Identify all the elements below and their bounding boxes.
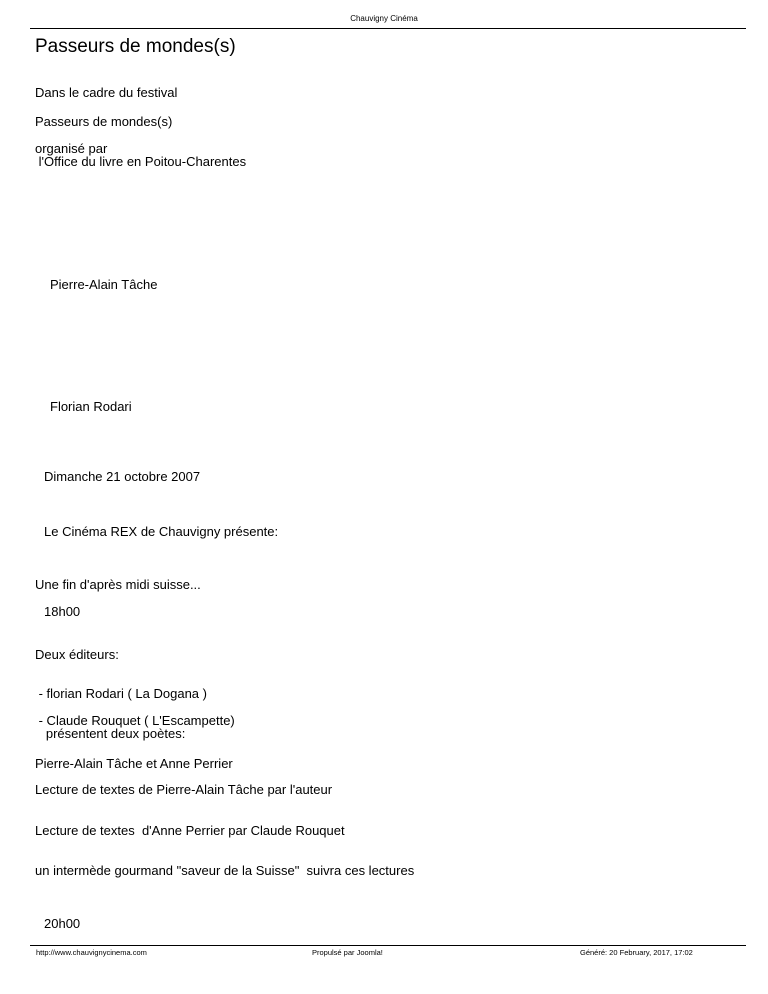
organizer-label: organisé par <box>35 141 108 156</box>
site-header: Chauvigny Cinéma <box>350 14 418 23</box>
footer-generated-date: Généré: 20 February, 2017, 17:02 <box>580 948 693 957</box>
footer-divider <box>30 945 746 946</box>
editor-item-rouquet: - Claude Rouquet ( L'Escampette) <box>35 713 235 728</box>
gourmet-interlude: un intermède gourmand "saveur de la Suisse" suivra ces lectures <box>35 863 415 878</box>
reading-perrier: Lecture de textes d'Anne Perrier par Claude Rouquet <box>35 823 345 838</box>
cinema-presents: Le Cinéma REX de Chauvigny présente: <box>44 524 279 539</box>
page-title: Passeurs de mondes(s) <box>35 36 236 57</box>
reading-tache: Lecture de textes de Pierre-Alain Tâche par l'auteur <box>35 782 333 797</box>
festival-name: Passeurs de mondes(s) <box>35 114 173 129</box>
editor-name: Florian Rodari <box>50 399 132 414</box>
editors-heading: Deux éditeurs: <box>35 647 119 662</box>
intro-line: Dans le cadre du festival <box>35 85 178 100</box>
poets-names: Pierre-Alain Tâche et Anne Perrier <box>35 756 233 771</box>
editor-item-rodari: - florian Rodari ( La Dogana ) <box>35 686 207 701</box>
header-divider <box>30 28 746 29</box>
organizer-name: l'Office du livre en Poitou-Charentes <box>35 154 247 169</box>
poet-name: Pierre-Alain Tâche <box>50 277 158 292</box>
footer-url-link[interactable]: http://www.chauvignycinema.com <box>36 948 147 957</box>
afternoon-title: Une fin d'après midi suisse... <box>35 577 201 592</box>
poets-intro: présentent deux poètes: <box>35 726 186 741</box>
time-1800: 18h00 <box>44 604 81 619</box>
event-date: Dimanche 21 octobre 2007 <box>44 469 201 484</box>
footer-powered-by: Propulsé par Joomla! <box>312 948 383 957</box>
time-2000: 20h00 <box>44 916 81 931</box>
